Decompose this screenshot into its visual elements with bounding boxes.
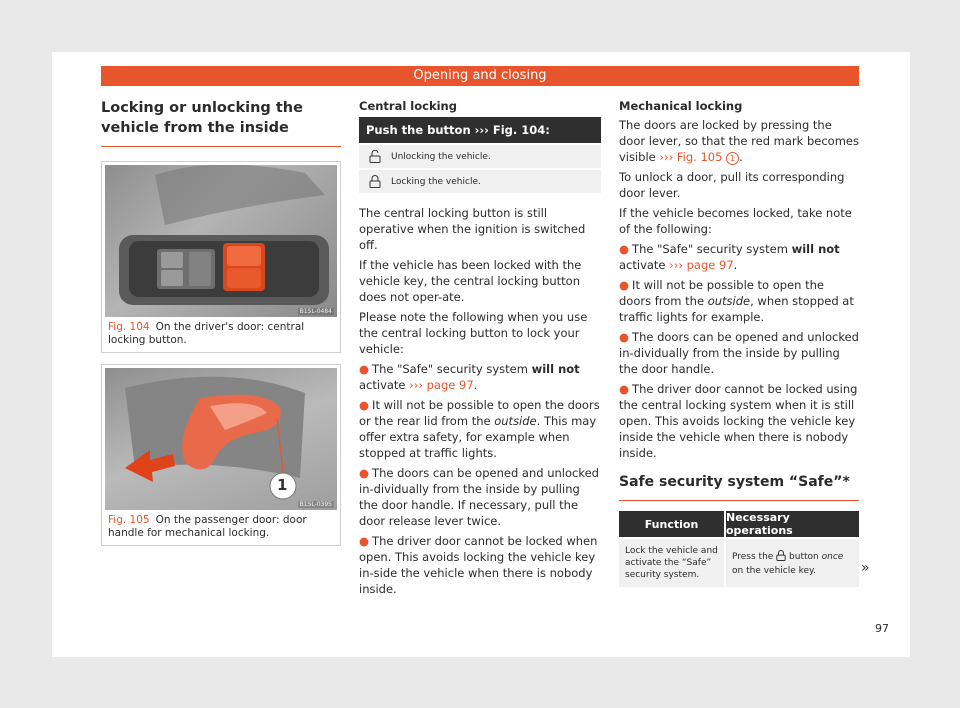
safe-section-title: Safe security system “Safe”* — [619, 473, 859, 501]
figure-caption-text: On the passenger door: door handle for mechanical locking. — [108, 514, 307, 539]
figure-code: B1SL-0484 — [299, 308, 332, 315]
mechanical-locking-heading: Mechanical locking — [619, 99, 743, 113]
table-cell: Unlocking the vehicle. — [391, 151, 491, 162]
figure-number: Fig. 104 — [108, 321, 150, 333]
bullet-item: ● The "Safe" security system will not activate ››› page 97. — [619, 242, 840, 272]
safe-table — [619, 511, 859, 587]
page-header: Opening and closing — [101, 66, 859, 86]
figure-code: B1SL-0395 — [299, 501, 332, 508]
bullet-item: ● The driver door cannot be locked when open. This avoids locking the vehicle key in-side the vehicle when there is nobody inside. — [359, 534, 598, 596]
door-handle-image — [105, 368, 337, 510]
callout-number: 1 — [277, 476, 288, 494]
left-column — [101, 98, 341, 546]
paragraph: If the vehicle becomes locked, take note of the following: — [619, 206, 852, 236]
lock-icon — [359, 175, 391, 188]
table-cell: Press the button once on the vehicle key. — [724, 539, 859, 587]
table-row — [359, 170, 601, 193]
table-row — [619, 539, 859, 587]
button-table-header: Push the button ››› Fig. 104: — [359, 117, 601, 143]
column-header: Function — [644, 517, 699, 531]
figure-caption — [105, 510, 337, 542]
page-number: 97 — [875, 622, 889, 635]
table-cell: Locking the vehicle. — [391, 176, 481, 187]
paragraph: If the vehicle has been locked with the vehicle key, the central locking button does not oper-ate. — [359, 258, 582, 304]
paragraph: To unlock a door, pull its corresponding door lever. — [619, 170, 845, 200]
bullet-item: ● The driver door cannot be locked using the central locking system when it is still open. This avoids locking the vehicle key inside the vehicle when there is nobody inside. — [619, 382, 858, 460]
unlock-icon — [359, 150, 391, 163]
figure-105 — [101, 364, 341, 546]
safe-table-header — [619, 511, 859, 537]
bullet-item: ● It will not be possible to open the doors or the rear lid from the outside. This may offer extra safety, for example when stopped at traffic lights. — [359, 398, 600, 460]
section-title: Locking or unlocking the vehicle from the inside — [101, 98, 341, 147]
bullet-item: ● The doors can be opened and unlocked in-dividually from the inside by pulling the door handle. — [619, 330, 859, 376]
right-column — [619, 98, 859, 587]
column-header: Necessary operations — [724, 511, 859, 537]
door-switch-image — [105, 165, 337, 317]
paragraph: The central locking button is still operative when the ignition is switched off. — [359, 206, 586, 252]
paragraph: The doors are locked by pressing the door lever, so that the red mark becomes visible ››› Fig. 105 1 . — [619, 118, 859, 164]
figure-number: Fig. 105 — [108, 514, 150, 526]
bullet-item: ● The "Safe" security system will not activate ››› page 97. — [359, 362, 580, 392]
bullet-item: ● The doors can be opened and unlocked in-dividually from the inside by pulling the door handle. If necessary, pull the door release lever twice. — [359, 466, 599, 528]
table-row — [359, 145, 601, 168]
figure-104 — [101, 161, 341, 353]
table-cell: Lock the vehicle and activate the “Safe” security system. — [625, 546, 718, 580]
callout-badge: 1 — [726, 152, 739, 165]
middle-column — [359, 98, 601, 601]
central-locking-heading: Central locking — [359, 99, 457, 113]
bullet-item: ● It will not be possible to open the doors from the outside, when stopped at traffic lights for example. — [619, 278, 854, 324]
paragraph: Please note the following when you use the central locking button to lock your vehicle: — [359, 310, 588, 356]
page-link[interactable]: ››› page 97 — [409, 378, 474, 392]
figure-caption — [105, 317, 337, 349]
figure-link[interactable]: ››› Fig. 105 — [659, 150, 723, 164]
page-link[interactable]: ››› page 97 — [669, 258, 734, 272]
continue-marker: » — [861, 560, 870, 576]
lock-icon — [776, 550, 786, 565]
figure-caption-text: On the driver's door: central locking button. — [108, 321, 305, 346]
